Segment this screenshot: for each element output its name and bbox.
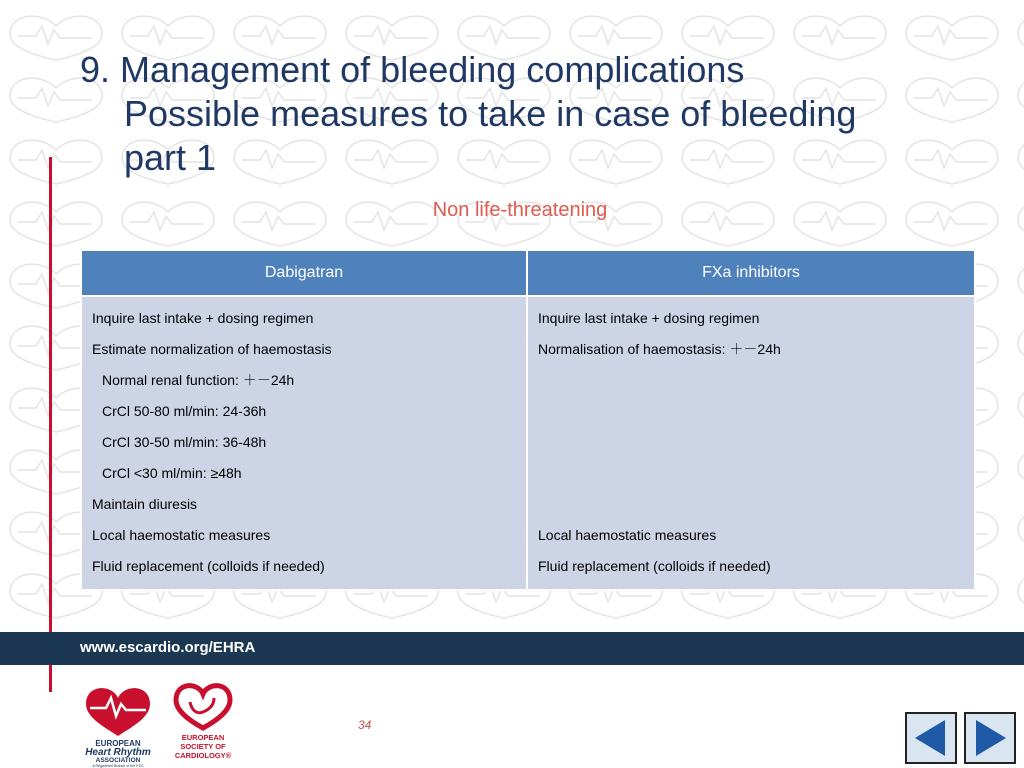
list-item: Estimate normalization of haemostasis bbox=[92, 341, 332, 357]
title-line-1: 9. Management of bleeding complications bbox=[80, 49, 745, 90]
esc-logo bbox=[170, 680, 236, 764]
list-item: Inquire last intake + dosing regimen bbox=[538, 310, 760, 326]
next-slide-button[interactable] bbox=[964, 712, 1016, 764]
list-item: Local haemostatic measures bbox=[92, 527, 271, 543]
list-item: CrCl 30-50 ml/min: 36-48h bbox=[102, 434, 267, 450]
footer-url-link[interactable]: www.escardio.org/EHRA bbox=[80, 639, 256, 656]
red-vertical-rule bbox=[49, 157, 52, 692]
header-dabigatran: Dabigatran bbox=[81, 250, 527, 296]
ehra-logo-text-1: EUROPEAN bbox=[95, 739, 141, 748]
header-fxa-inhibitors: FXa inhibitors bbox=[527, 250, 975, 296]
esc-logo-text-2: SOCIETY OF bbox=[180, 742, 226, 751]
ehra-logo-text-3: ASSOCIATION bbox=[95, 757, 141, 764]
slide-subtitle: Non life-threatening bbox=[432, 199, 608, 221]
esc-logo-text-1: EUROPEAN bbox=[181, 733, 225, 742]
list-item: CrCl <30 ml/min: ≥48h bbox=[102, 465, 242, 481]
bleeding-measures-table bbox=[80, 249, 976, 591]
list-item: Local haemostatic measures bbox=[538, 527, 717, 543]
title-line-3: part 1 bbox=[124, 137, 217, 178]
list-item bbox=[538, 427, 964, 458]
list-item bbox=[538, 365, 964, 396]
arrow-right-icon bbox=[966, 714, 1014, 762]
footer-bar bbox=[0, 632, 1024, 665]
ehra-logo bbox=[76, 676, 160, 768]
previous-slide-button[interactable] bbox=[905, 712, 957, 764]
list-item bbox=[538, 489, 964, 520]
dabigatran-cell bbox=[81, 296, 527, 590]
list-item bbox=[538, 396, 964, 427]
fxa-inhibitors-cell bbox=[527, 296, 975, 590]
esc-logo-text-3: CARDIOLOGY® bbox=[174, 751, 232, 760]
list-item: Normalisation of haemostasis: ＋－24h bbox=[538, 341, 781, 357]
ehra-logo-text-2: Heart Rhythm bbox=[85, 747, 151, 758]
slide-title bbox=[80, 48, 980, 180]
list-item: Fluid replacement (colloids if needed) bbox=[538, 558, 771, 574]
list-item: Normal renal function: ＋－24h bbox=[102, 372, 295, 388]
ehra-logo-text-4: A Registered Branch of the ESC bbox=[92, 764, 144, 768]
arrow-left-icon bbox=[907, 714, 955, 762]
list-item: Inquire last intake + dosing regimen bbox=[92, 310, 314, 326]
list-item bbox=[538, 458, 964, 489]
table-body-row bbox=[81, 296, 975, 590]
list-item: CrCl 50-80 ml/min: 24-36h bbox=[102, 403, 267, 419]
title-line-2: Possible measures to take in case of bleeding bbox=[124, 93, 857, 134]
list-item: Fluid replacement (colloids if needed) bbox=[92, 558, 325, 574]
list-item: Maintain diuresis bbox=[92, 496, 198, 512]
page-number: 34 bbox=[358, 718, 372, 732]
table-header-row bbox=[81, 250, 975, 296]
